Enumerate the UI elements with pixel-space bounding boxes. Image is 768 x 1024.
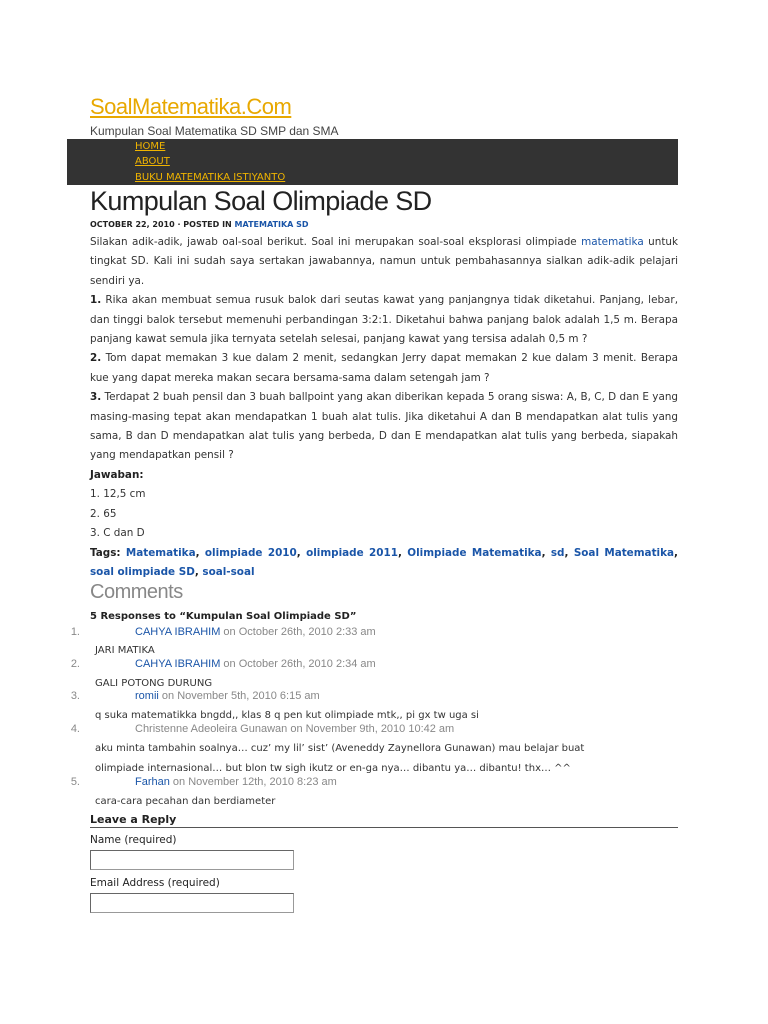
- question-text: Terdapat 2 buah pensil dan 3 buah ballpoint yang akan diberikan kepada 5 orang siswa: A, B, C, D dan E yang masing-masing tepat akan mendapatkan 1 buah alat tulis. Jika diketahui A dan B mendapatkan alat tulis yang sama, B dan D mendapatkan alat tulis yang berbeda, D dan E mendapatkan alat tulis yang berbeda, siapakah yang mendapatkan pensil ?: [90, 391, 678, 462]
- comment-author-link[interactable]: Farhan: [135, 776, 170, 788]
- question-2: [90, 349, 678, 388]
- post-date: OCTOBER 22, 2010: [90, 220, 175, 229]
- comment-author-link[interactable]: CAHYA IBRAHIM: [135, 626, 221, 638]
- comment-number: 2.: [70, 658, 80, 670]
- comment-number: 3.: [70, 690, 80, 702]
- comment-date: on November 9th, 2010 10:42 am: [287, 723, 455, 735]
- tags-label: Tags:: [90, 546, 121, 559]
- matematika-link[interactable]: matematika: [581, 236, 644, 248]
- comment-date: on October 26th, 2010 2:33 am: [220, 626, 376, 638]
- post-content: [90, 233, 678, 582]
- post-intro: [90, 233, 678, 291]
- responses-count: 5 Responses to “Kumpulan Soal Olimpiade SD”: [90, 611, 357, 622]
- question-text: Tom dapat memakan 3 kue dalam 2 menit, sedangkan Jerry dapat memakan 2 kue dalam 3 menit. Berapa kue yang dapat mereka makan secara bersama-sama dalam setengah jam ?: [90, 352, 678, 384]
- answer-1: 1. 12,5 cm: [90, 488, 146, 501]
- tag-link[interactable]: Soal Matematika: [573, 546, 675, 559]
- tag-link[interactable]: Matematika: [125, 546, 196, 559]
- comment-author-line: [135, 776, 337, 788]
- tag-link[interactable]: soal-soal: [202, 565, 255, 578]
- leave-reply-heading: Leave a Reply: [90, 813, 678, 828]
- question-number: 2.: [90, 352, 102, 365]
- comment-author-link[interactable]: CAHYA IBRAHIM: [135, 658, 221, 670]
- email-field[interactable]: [90, 893, 294, 913]
- nav-item-home[interactable]: HOME: [135, 141, 166, 152]
- tag-link[interactable]: sd: [550, 546, 565, 559]
- intro-text-end: untuk tingkat SD. Kali ini sudah saya sertakan jawabannya, namun untuk pembahasannya sialkan adik-adik pelajari sendiri ya.: [90, 236, 678, 287]
- nav-item-buku[interactable]: BUKU MATEMATIKA ISTIYANTO: [135, 172, 286, 183]
- comment-text: GALI POTONG DURUNG: [95, 678, 213, 689]
- posted-in-label: · POSTED IN: [177, 220, 232, 229]
- comment-number: 5.: [70, 776, 80, 788]
- comment-text: cara-cara pecahan dan berdiameter: [95, 796, 276, 807]
- comment-date: on October 26th, 2010 2:34 am: [220, 658, 376, 670]
- comment-author-line: [135, 690, 320, 702]
- comment-number: 4.: [70, 723, 80, 735]
- question-1: [90, 291, 678, 349]
- comments-heading: Comments: [90, 581, 183, 603]
- comment-text: aku minta tambahin soalnya… cuz’ my lil’ sist’ (Aveneddy Zaynellora Gunawan) mau belajar buat olimpiade internasional… but blon tw sigh ikutz or en-ga nya… dibantu ya… dibantu! thx… ^^: [95, 743, 585, 774]
- question-number: 3.: [90, 391, 102, 404]
- tag-link[interactable]: Olimpiade Matematika: [407, 546, 542, 559]
- tag-link[interactable]: olimpiade 2011: [306, 546, 398, 559]
- post-meta: [90, 220, 309, 229]
- answers-label: [90, 466, 678, 485]
- comment-author-line: [135, 658, 376, 670]
- comment-author: Christenne Adeoleira Gunawan: [135, 723, 288, 735]
- question-number: 1.: [90, 294, 102, 307]
- comment-author-line: [135, 723, 454, 735]
- site-tagline: Kumpulan Soal Matematika SD SMP dan SMA: [90, 124, 339, 138]
- post-title: Kumpulan Soal Olimpiade SD: [90, 186, 432, 216]
- intro-text: Silakan adik-adik, jawab oal-soal berikut. Soal ini merupakan soal-soal eksplorasi olimpiade: [90, 236, 582, 248]
- question-3: [90, 388, 678, 466]
- name-field-label: Name (required): [90, 834, 177, 846]
- comment-number: 1.: [70, 626, 80, 638]
- answer-3: 3. C dan D: [90, 527, 145, 540]
- post-tags: Tags: Matematika, olimpiade 2010, olimpiade 2011, Olimpiade Matematika, sd, Soal Matematika, soal olimpiade SD, soal-soal: [90, 546, 678, 578]
- name-field[interactable]: [90, 850, 294, 870]
- comment-date: on November 12th, 2010 8:23 am: [169, 776, 337, 788]
- comment-text: q suka matematikka bngdd,, klas 8 q pen kut olimpiade mtk,, pi gx tw uga si: [95, 710, 479, 721]
- comment-text: JARI MATIKA: [95, 645, 155, 656]
- site-title-link[interactable]: SoalMatematika.Com: [90, 94, 292, 119]
- tag-link[interactable]: soal olimpiade SD: [90, 565, 195, 578]
- nav-bar: [67, 139, 678, 185]
- answers-heading: Jawaban:: [90, 468, 144, 481]
- comment-author-line: [135, 626, 376, 638]
- post-category-link[interactable]: MATEMATIKA SD: [234, 220, 309, 229]
- comment-author-link[interactable]: romii: [135, 690, 159, 702]
- tag-link[interactable]: olimpiade 2010: [204, 546, 297, 559]
- comment-date: on November 5th, 2010 6:15 am: [158, 690, 320, 702]
- question-text: Rika akan membuat semua rusuk balok dari seutas kawat yang panjangnya tidak diketahui. Panjang, lebar, dan tinggi balok tersebut memenuhi perbandingan 3:2:1. Diketahui bahwa panjang balok adalah 1,5 m. Berapa panjang kawat semula jika ternyata setelah selesai, panjang kawat yang tersisa adalah 0,5 m ?: [90, 294, 678, 346]
- nav-item-about[interactable]: ABOUT: [135, 156, 170, 167]
- email-field-label: Email Address (required): [90, 877, 220, 889]
- answer-2: 2. 65: [90, 507, 117, 520]
